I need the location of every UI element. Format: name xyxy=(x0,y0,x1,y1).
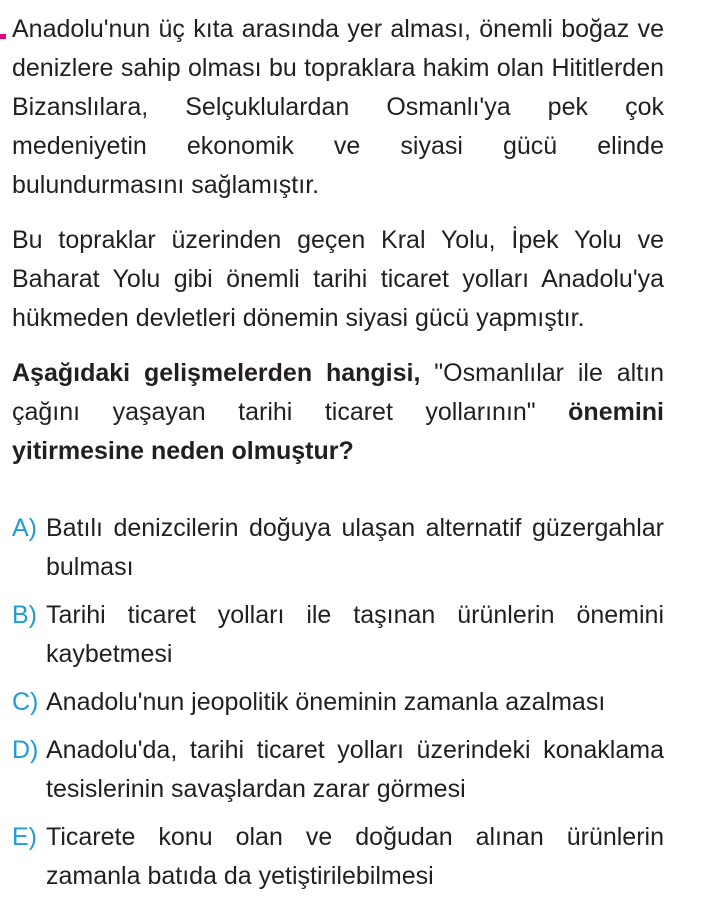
option-letter: E) xyxy=(12,823,37,851)
option-letter: C) xyxy=(12,688,39,716)
question-bold-end: önemini yitirmesine neden olmuştur? xyxy=(12,398,664,465)
option-letter: A) xyxy=(12,514,37,542)
option-b[interactable] xyxy=(12,596,664,674)
option-text: Tarihi ticaret yolları ile taşınan ürünlerin önemini kaybetmesi xyxy=(46,601,664,668)
option-text: Anadolu'nun jeopolitik öneminin zamanla azalması xyxy=(46,688,606,716)
option-letter: D) xyxy=(12,736,39,764)
question-bold-start: Aşağıdaki gelişmelerden hangisi, xyxy=(12,359,421,387)
passage-paragraph-1: Anadolu'nun üç kıta arasında yer alması, önemli boğaz ve denizlere sahip olması bu topraklara hakim olan Hititlerden Bizanslılara, Selçuklulardan Osmanlı'ya pek çok medeniyetin ekonomik ve siyasi gücü elinde bulundurmasını sağlamıştır. xyxy=(12,15,664,199)
option-d[interactable] xyxy=(12,731,664,809)
answer-options xyxy=(12,509,664,896)
question-stem xyxy=(12,354,664,471)
option-letter: B) xyxy=(12,601,37,629)
passage-paragraph-2: Bu topraklar üzerinden geçen Kral Yolu, İpek Yolu ve Baharat Yolu gibi önemli tarihi ticaret yolları Anadolu'ya hükmeden devletleri dönemin siyasi gücü yapmıştır. xyxy=(12,226,664,332)
option-c[interactable] xyxy=(12,683,664,722)
option-text: Anadolu'da, tarihi ticaret yolları üzerindeki konaklama tesislerinin savaşlardan zarar görmesi xyxy=(46,736,664,803)
option-e[interactable] xyxy=(12,818,664,896)
question-card xyxy=(12,10,664,905)
question-quote: "Osmanlılar ile altın çağını yaşayan tarihi ticaret yollarının" xyxy=(12,359,664,426)
option-text: Batılı denizcilerin doğuya ulaşan alternatif güzergahlar bulması xyxy=(46,514,664,581)
question-marker xyxy=(0,34,6,39)
option-text: Ticarete konu olan ve doğudan alınan ürünlerin zamanla batıda da yetiştirilebilmesi xyxy=(46,823,664,890)
option-a[interactable] xyxy=(12,509,664,587)
